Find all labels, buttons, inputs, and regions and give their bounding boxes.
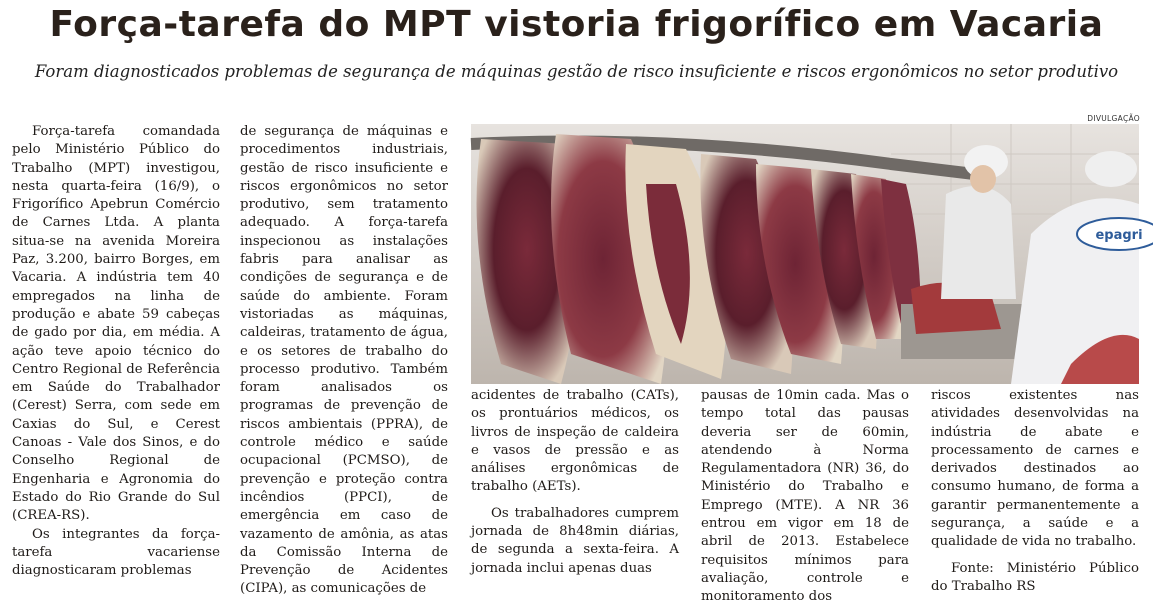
text-column-5 [931, 387, 1139, 594]
article-photo [471, 124, 1143, 384]
text-column-3 [471, 387, 679, 587]
paragraph: Força-tarefa comandada pelo Ministério Público do Trabalho (MPT) investigou, nesta quarta-feira (16/9), o Frigorífico Apebrun Comércio de Carnes Ltda. A planta situa-se na avenida Moreira Paz, 3.200, bairro Borges, em Vacaria. A indústria tem 40 empregados na linha de produção e abate 59 cabeças de gado por dia, em média. A ação teve apoio técnico do Centro Regional de Referência em Saúde do Trabalhador (Cerest) Serra, com sede em Caxias do Sul, e Cerest Canoas - Vale dos Sinos, e do Conselho Regional de Engenharia e Agronomia do Estado do Rio Grande do Sul (CREA-RS). [12, 124, 220, 524]
source-note: Fonte: Ministério Público do Trabalho RS [931, 560, 1139, 594]
apron-logo: epagri [1095, 228, 1143, 243]
meat-processing-photo-icon [471, 124, 1143, 384]
headline: Força-tarefa do MPT vistoria frigorífico em Vacaria [49, 4, 1104, 45]
text-column-4 [701, 387, 909, 605]
paragraph: Os trabalhadores cumprem jornada de 8h48min diárias, de segunda a sexta-feira. A jornada inclui apenas duas [471, 505, 679, 576]
paragraph: acidentes de trabalho (CATs), os prontuários médicos, os livros de inspeção de caldeira e vasos de pressão e as análises ergonômicas de trabalho (AETs). [471, 388, 679, 495]
paragraph: Os integrantes da força-tarefa vacariense diagnosticaram problemas [12, 526, 220, 579]
paragraph: pausas de 10min cada. Mas o tempo total das pausas deveria ser de 60min, atendendo à Norma Regulamentadora (NR) 36, do Ministério do Trabalho e Emprego (MTE). A NR 36 entrou em vigor em 18 de abril de 2013. Estabelece requisitos mínimos para avaliação, controle e monitoramento dos [701, 388, 909, 605]
subheadline: Foram diagnosticados problemas de segurança de máquinas gestão de risco insuficiente e riscos ergonômicos no setor produtivo [34, 62, 1119, 81]
paragraph: riscos existentes nas atividades desenvolvidas na indústria de abate e processamento de carnes e derivados destinados ao consumo humano, de forma a garantir permanentemente a segurança, a saúde e a qualidade de vida no trabalho. [931, 388, 1139, 550]
photo-credit: DIVULGAÇÃO [1087, 114, 1140, 123]
text-column-2 [240, 123, 448, 597]
paragraph: de segurança de máquinas e procedimentos industriais, gestão de risco insuficiente e riscos ergonômicos no setor produtivo, sem tratamento adequado. A força-tarefa inspecionou as instalações fabris para analisar as condições de segurança e de saúde do ambiente. Foram vistoriadas as máquinas, caldeiras, tratamento de água, e os setores de trabalho do processo produtivo. Também foram analisados os programas de prevenção de riscos ambientais (PPRA), de controle médico e saúde ocupacional (PCMSO), de prevenção e proteção contra incêndios (PPCI), de emergência em caso de vazamento de amônia, as atas da Comissão Interna de Prevenção de Acidentes (CIPA), as comunicações de [240, 124, 448, 597]
text-column-1 [12, 123, 220, 593]
